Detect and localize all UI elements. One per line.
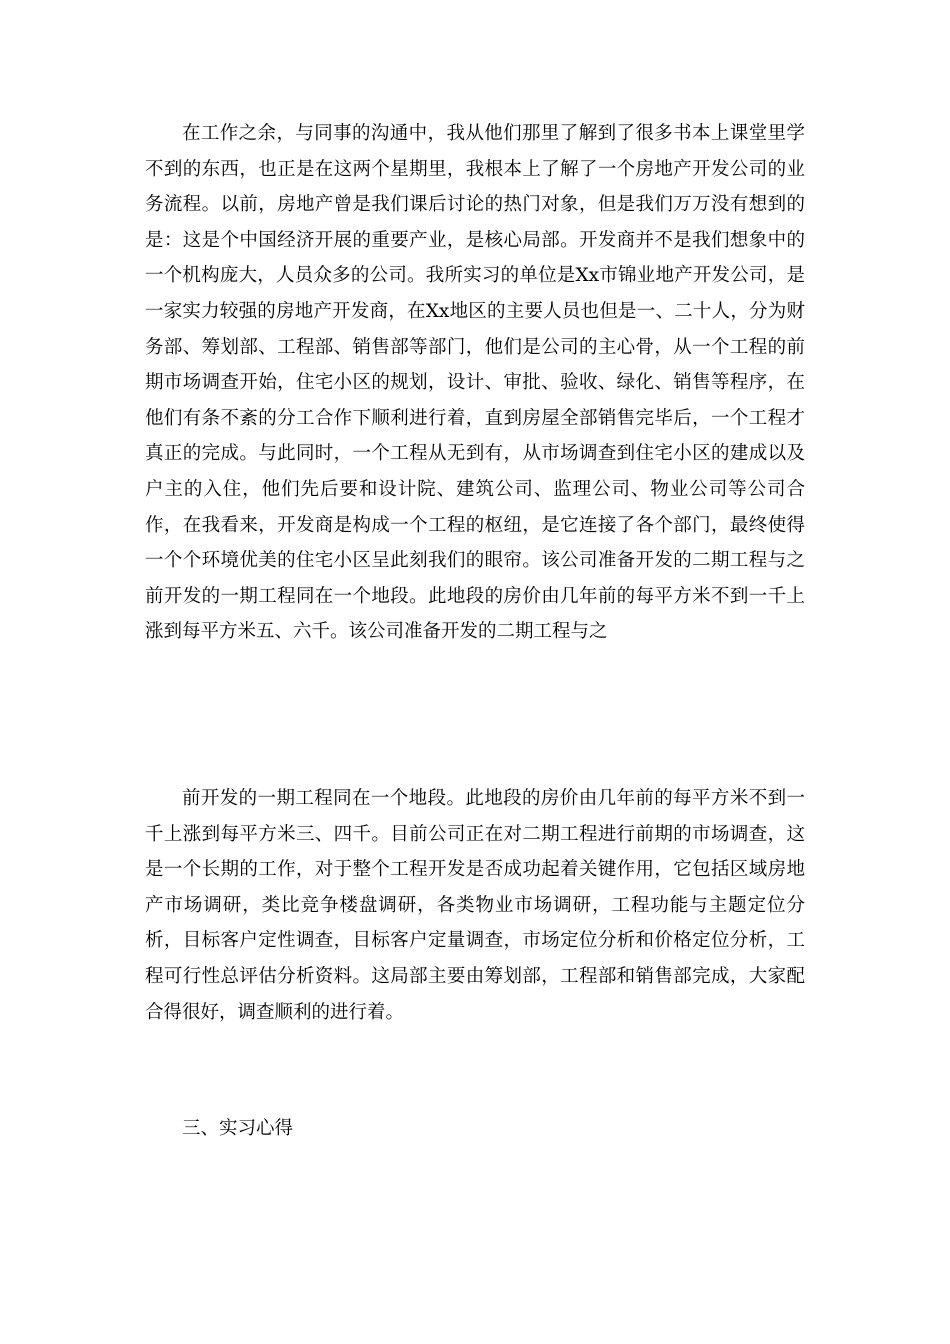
- body-paragraph: 前开发的一期工程同在一个地段。此地段的房价由几年前的每平方米不到一千上涨到每平方米三、四千。目前公司正在对二期工程进行前期的市场调查，这是一个长期的工作，对于整个工程开发是否成功起着关键作用，它包括区域房地产市场调研，类比竞争楼盘调研，各类物业市场调研，工程功能与主题定位分析，目标客户定性调查，目标客户定量调查，市场定位分析和价格定位分析，工程可行性总评估分析资料。这局部主要由筹划部，工程部和销售部完成，大家配合得很好，调查顺利的进行着。: [145, 788, 805, 1023]
- body-paragraph: 在工作之余，与同事的沟通中，我从他们那里了解到了很多书本上课堂里学不到的东西，也正是在这两个星期里，我根本上了解了一个房地产开发公司的业务流程。以前，房地产曾是我们课后讨论的热门对象，但是我们万万没有想到的是：这是个中国经济开展的重要产业，是核心局部。开发商并不是我们想象中的一个机构庞大，人员众多的公司。我所实习的单位是Xx市锦业地产开发公司，是一家实力较强的房地产开发商，在Xx地区的主要人员也但是一、二十人，分为财务部、筹划部、工程部、销售部等部门，他们是公司的主心骨，从一个工程的前期市场调查开始，住宅小区的规划，设计、审批、验收、绿化、销售等程序，在他们有条不紊的分工合作下顺利进行着，直到房屋全部销售完毕后，一个工程才真正的完成。与此同时，一个工程从无到有，从市场调查到住宅小区的建成以及户主的入住，他们先后要和设计院、建筑公司、监理公司、物业公司等公司合作，在我看来，开发商是构成一个工程的枢纽，是它连接了各个部门，最终使得一个个环境优美的住宅小区呈此刻我们的眼帘。该公司准备开发的二期工程与之前开发的一期工程同在一个地段。此地段的房价由几年前的每平方米不到一千上涨到每平方米五、六千。该公司准备开发的二期工程与之: [145, 123, 805, 643]
- section-heading: 三、实习心得: [182, 1118, 294, 1139]
